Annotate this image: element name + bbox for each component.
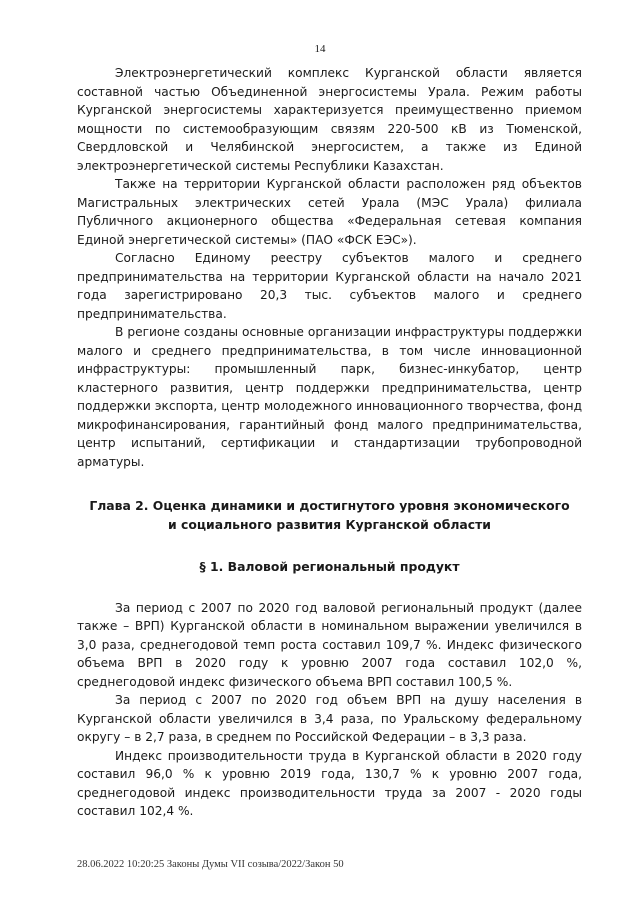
chapter-title-line-1: Глава 2. Оценка динамики и достигнутого уровня экономического [89,498,570,513]
paragraph-sme-registry: Согласно Единому реестру субъектов малого и среднего предпринимательства на территории Курганской области на начало 2021 года зарегистрировано 20,3 тыс. субъектов малого и среднего предпринимательства. [77,251,582,321]
spacer [77,471,582,497]
paragraph-energy-complex: Электроэнергетический комплекс Курганской области является составной частью Объединенной энергосистемы Урала. Режим работы Курганской энергосистемы характеризуется преимущественно приемом мощности по системообразующим связям 220-500 кВ из Тюменской, Свердловской и Челябинской энергосистем, а также из Единой электроэнергетической системы Республики Казахстан. [77,66,582,173]
page-number: 14 [314,43,326,55]
footer-stamp: 28.06.2022 10:20:25 Законы Думы VII созыва/2022/Закон 50 [77,859,344,870]
paragraph-labor-productivity: Индекс производительности труда в Курганской области в 2020 году составил 96,0 % к уровню 2019 года, 130,7 % к уровню 2007 года, среднегодовой индекс производительности труда за 2007 - 2020 годы составил 102,4 %. [77,748,582,818]
paragraph-grp-per-capita: За период с 2007 по 2020 год объем ВРП на душу населения в Курганской области увеличился в 3,4 раза, по Уральскому федеральному округу – в 2,7 раза, в среднем по Российской Федерации – в 3,3 раза. [77,693,582,744]
paragraph-sme-infrastructure: В регионе созданы основные организации инфраструктуры поддержки малого и среднего предпринимательства, в том числе инновационной инфраструктуры: промышленный парк, бизнес-инкубатор, центр кластерного развития, центр поддержки предпринимательства, центр поддержки экспорта, центр молодежного инновационного творчества, фонд микрофинансирования, гарантийный фонд малого предпринимательства, центр испытаний, сертификации и стандартизации трубопроводной арматуры. [77,325,582,469]
paragraph-mes-ural: Также на территории Курганской области расположен ряд объектов Магистральных электрических сетей Урала (МЭС Урала) филиала Публичного акционерного общества «Федеральная сетевая компания Единой энергетической системы» (ПАО «ФСК ЕЭС»). [77,177,582,247]
chapter-title-line-2: и социального развития Курганской области [168,516,491,532]
spacer [77,534,582,558]
spacer [77,577,582,599]
chapter-title [77,497,582,534]
document-body [77,64,582,821]
paragraph-grp-growth: За период с 2007 по 2020 год валовой региональный продукт (далее также – ВРП) Курганской области в номинальном выражении увеличился в 3,0 раза, среднегодовой темп роста составил 109,7 %. Индекс физического объема ВРП в 2020 году к уровню 2007 года составил 102,0 %, среднегодовой индекс физического объема ВРП составил 100,5 %. [77,600,582,689]
section-title: § 1. Валовой региональный продукт [199,559,460,574]
